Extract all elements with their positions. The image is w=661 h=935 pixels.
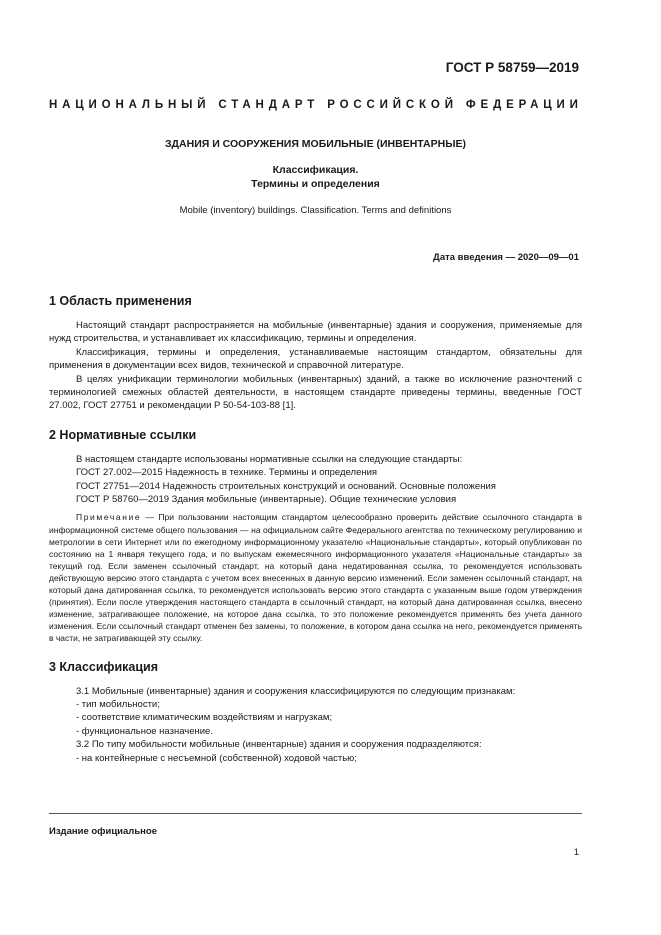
- subtitle-line-1: Классификация.: [272, 164, 359, 176]
- official-edition-label: Издание официальное: [49, 826, 157, 837]
- classification-paragraph-3-2: 3.2 По типу мобильности мобильные (инвентарные) здания и сооружения подразделяются:: [76, 739, 482, 751]
- scope-paragraph-1: Настоящий стандарт распространяется на мобильные (инвентарные) здания и сооружения, применяемые для нужд строительства, и устанавливает их классификацию, термины и определения.: [49, 320, 582, 345]
- page-number: 1: [573, 847, 579, 858]
- note-text: — При пользовании настоящим стандартом целесообразно проверить действие ссылочного стандарта в информационной системе общего пользования — на официальном сайте Федерального агентства по техническому регулированию и метрологии в сети Интернет или по ежегодному информационному указателю «Национальные стандарты», который опубликован по состоянию на 1 января текущего года, и по выпускам ежемесячного информационного указателя «Национальные стандарты» за текущий год. Если заменен ссылочный стандарт, на который дана недатированная ссылка, то рекомендуется использовать действующую версию этого стандарта с учетом всех внесенных в данную версию изменений. Если заменен ссылочный стандарт, на который дана датированная ссылка, то рекомендуется использовать версию этого стандарта с указанным выше годом утверждения (принятия). Если после утверждения настоящего стандарта в ссылочный стандарт, на который дана датированная ссылка, внесено изменение, затрагивающее положение, на которое дана ссылка, то это положение рекомендуется применять без учета данного изменения. Если ссылочный стандарт отменен без замены, то положение, в котором дана ссылка на него, рекомендуется применять в части, не затрагивающей эту ссылку.: [49, 512, 582, 644]
- standard-number: ГОСТ Р 58759—2019: [445, 60, 579, 75]
- introduction-date: Дата введения — 2020—09—01: [433, 252, 579, 263]
- subtitle-line-2: Термины и определения: [251, 178, 380, 190]
- classification-list-item: - функциональное назначение.: [76, 725, 213, 737]
- national-standard-line: НАЦИОНАЛЬНЫЙ СТАНДАРТ РОССИЙСКОЙ ФЕДЕРАЦИИ: [49, 99, 583, 111]
- reference-item: ГОСТ Р 58760—2019 Здания мобильные (инвентарные). Общие технические условия: [76, 494, 457, 506]
- footer-divider: [49, 813, 582, 814]
- classification-list-item: - тип мобильности;: [76, 698, 160, 710]
- section-heading-classification: 3 Классификация: [49, 659, 159, 674]
- document-subtitle: [49, 163, 582, 191]
- english-title: Mobile (inventory) buildings. Classification. Terms and definitions: [179, 205, 452, 216]
- section-heading-references: 2 Нормативные ссылки: [49, 427, 197, 442]
- classification-list-item: - соответствие климатическим воздействиям и нагрузкам;: [76, 712, 333, 724]
- references-intro: В настоящем стандарте использованы нормативные ссылки на следующие стандарты:: [76, 453, 463, 465]
- document-title: ЗДАНИЯ И СООРУЖЕНИЯ МОБИЛЬНЫЕ (ИНВЕНТАРНЫЕ): [164, 138, 467, 150]
- reference-item: ГОСТ 27.002—2015 Надежность в технике. Термины и определения: [76, 467, 378, 479]
- document-body: [49, 293, 582, 765]
- scope-paragraph-2: Классификация, термины и определения, устанавливаемые настоящим стандартом, обязательны для применения в документации всех видов, технической и справочной литературе.: [49, 346, 582, 372]
- classification-paragraph-3-1: 3.1 Мобильные (инвентарные) здания и сооружения классифицируются по следующим признакам:: [76, 685, 516, 697]
- scope-paragraph-3: В целях унификации терминологии мобильных (инвентарных) зданий, а также во исключение разночтений с терминологией смежных областей деятельности, в настоящем стандарте приведены термины, введенные ГОСТ 27.002, ГОСТ 27751 и рекомендации Р 50-54-103-88 [1].: [49, 373, 582, 412]
- references-note: [49, 511, 582, 644]
- classification-list-item: - на контейнерные с несъемной (собственной) ходовой частью;: [76, 752, 357, 764]
- reference-item: ГОСТ 27751—2014 Надежность строительных конструкций и оснований. Основные положения: [76, 480, 496, 492]
- note-label: Примечание: [76, 512, 142, 523]
- section-heading-scope: 1 Область применения: [49, 294, 192, 308]
